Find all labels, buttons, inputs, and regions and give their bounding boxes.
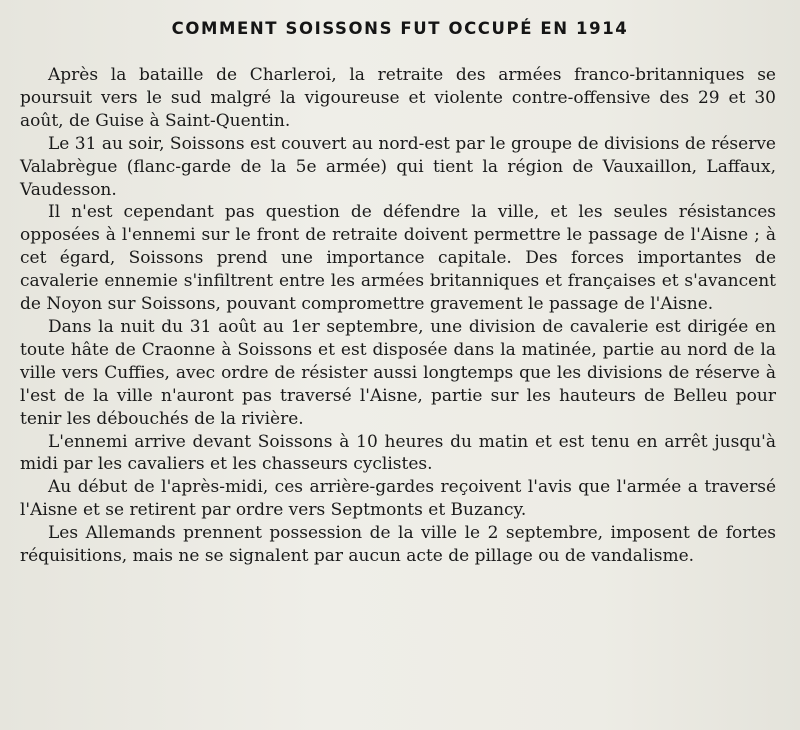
paragraph-1: Après la bataille de Charleroi, la retraite des armées franco-britanniques se poursuit vers le sud malgré la vigoureuse et violente contre-offensive des 29 et 30 août, de Guise à Saint-Quentin. bbox=[20, 65, 776, 131]
paragraph-5: L'ennemi arrive devant Soissons à 10 heures du matin et est tenu en arrêt jusqu'à midi par les cavaliers et les chasseurs cyclistes. bbox=[20, 431, 776, 475]
paragraph-4: Dans la nuit du 31 août au 1er septembre, une division de cavalerie est dirigée en toute hâte de Craonne à Soissons et est disposée dans la matinée, partie au nord de la ville vers Cuffies, avec ordre de résister aussi longtemps que les divisions de réserve à l'est de la ville n'auront pas traversé l'Aisne, partie sur les hauteurs de Belleu pour tenir les débouchés de la rivière. bbox=[20, 316, 776, 429]
article-title: COMMENT SOISSONS FUT OCCUPÉ EN 1914 bbox=[171, 19, 629, 38]
article-body bbox=[20, 64, 776, 568]
paragraph-2: Le 31 au soir, Soissons est couvert au nord-est par le groupe de divisions de réserve Valabrègue (flanc-garde de la 5e armée) qui tient la région de Vauxaillon, Laffaux, Vaudesson. bbox=[20, 133, 776, 200]
paragraph-7: Les Allemands prennent possession de la ville le 2 septembre, imposent de fortes réquisitions, mais ne se signalent par aucun acte de pillage ou de vandalisme. bbox=[20, 523, 776, 567]
paragraph-6: Au début de l'après-midi, ces arrière-gardes reçoivent l'avis que l'armée a traversé l'Aisne et se retirent par ordre vers Septmonts et Buzancy. bbox=[20, 477, 776, 521]
paragraph-3: Il n'est cependant pas question de défendre la ville, et les seules résistances opposées à l'ennemi sur le front de retraite doivent permettre le passage de l'Aisne ; à cet égard, Soissons prend une importance capitale. Des forces importantes de cavalerie ennemie s'infiltrent entre les armées britanniques et françaises et s'avancent de Noyon sur Soissons, pouvant compromettre gravement le passage de l'Aisne. bbox=[20, 202, 776, 315]
